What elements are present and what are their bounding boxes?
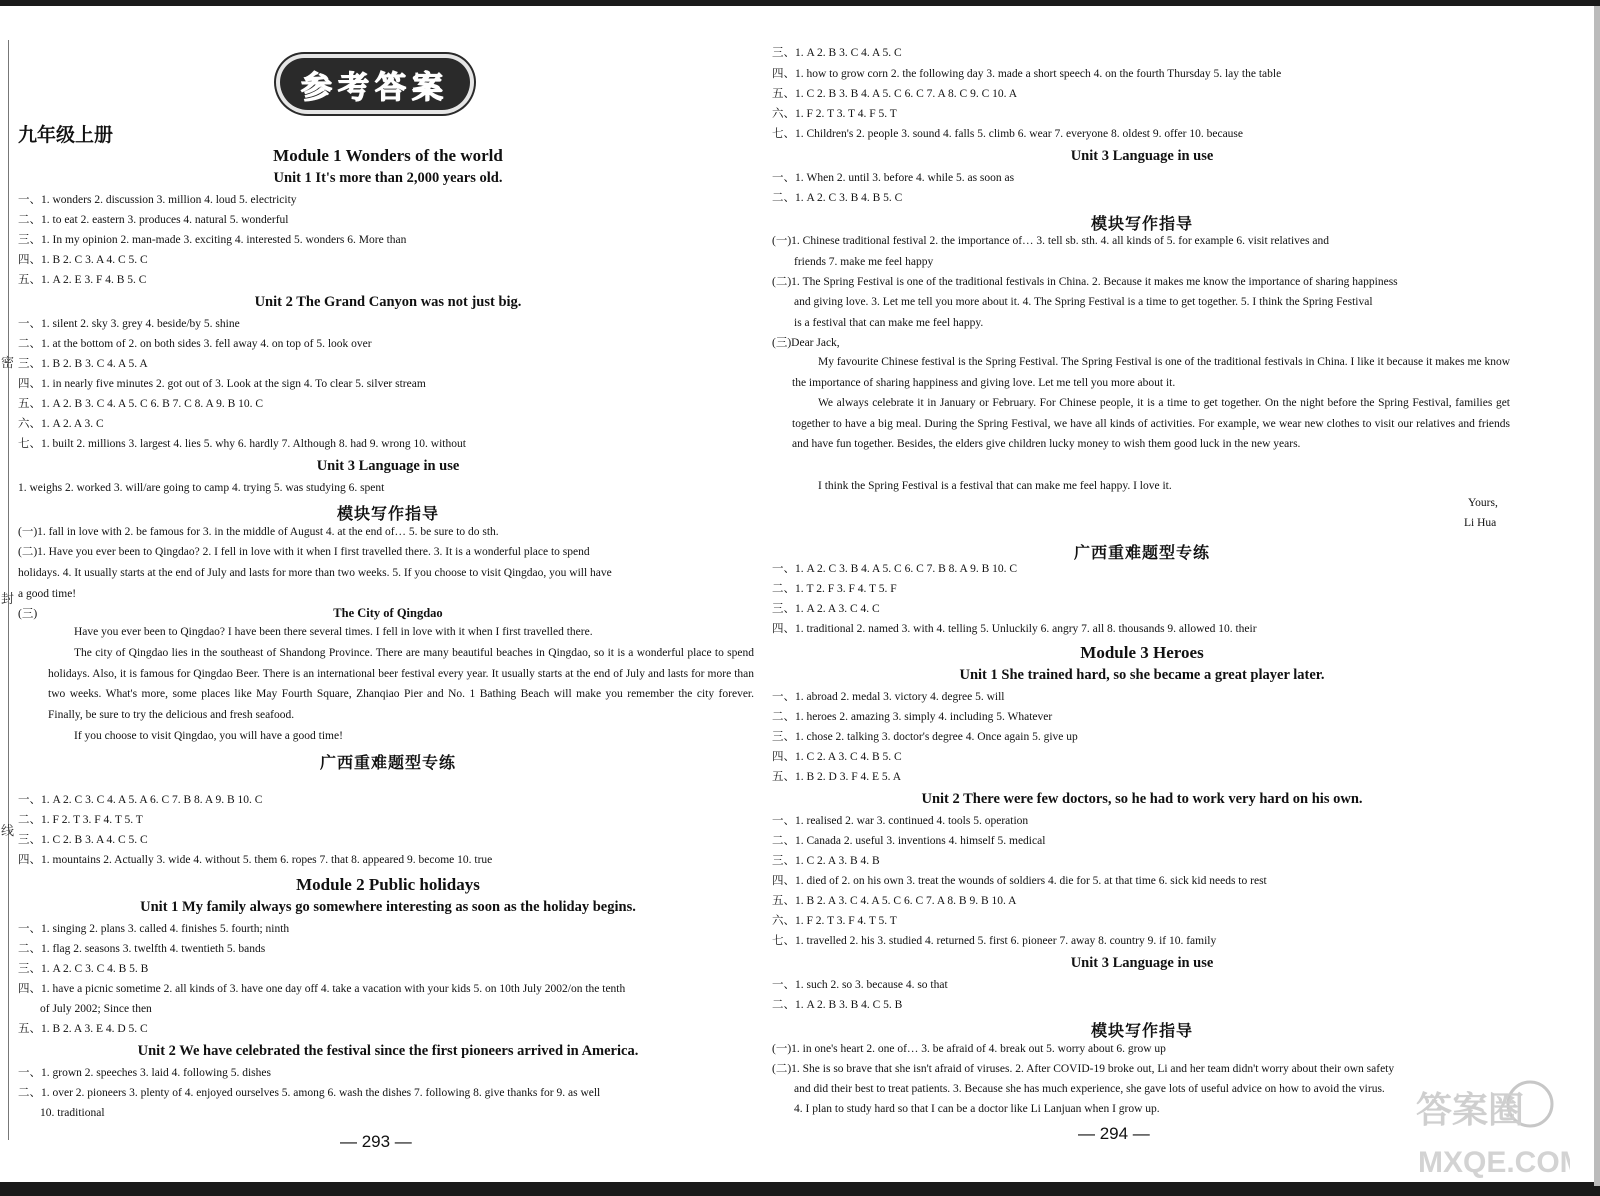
answer-line: 四、1. mountains 2. Actually 3. wide 4. without 5. them 6. ropes 7. that 8. appeared 9. become 10. true bbox=[18, 854, 493, 866]
bottom-border bbox=[0, 1182, 1600, 1196]
answer-line: and did their best to treat patients. 3. Because she has much experience, she gave lots of useful advice on how to avoid the virus. bbox=[794, 1083, 1385, 1095]
answer-line: 五、1. C 2. B 3. B 4. A 5. C 6. C 7. A 8. C 9. C 10. A bbox=[772, 88, 1018, 100]
answer-line: 二、1. A 2. C 3. B 4. B 5. C bbox=[772, 192, 903, 204]
essay-paragraph: Have you ever been to Qingdao? I have been there several times. I fell in love with it when I first travelled there. bbox=[74, 626, 593, 638]
answer-line: 二、1. F 2. T 3. F 4. T 5. T bbox=[18, 814, 143, 826]
page-number: — 294 — bbox=[1078, 1124, 1150, 1143]
answer-line: (二)1. The Spring Festival is one of the traditional festivals in China. 2. Because it makes me know the importance of sharing happiness bbox=[772, 276, 1398, 288]
answer-line: 一、1. A 2. C 3. B 4. A 5. C 6. C 7. B 8. A 9. B 10. C bbox=[772, 563, 1018, 575]
answer-line: 一、1. singing 2. plans 3. called 4. finishes 5. fourth; ninth bbox=[18, 923, 290, 935]
essay-paragraph: If you choose to visit Qingdao, you will have a good time! bbox=[74, 730, 343, 742]
answer-line: 一、1. A 2. C 3. C 4. A 5. A 6. C 7. B 8. A 9. B 10. C bbox=[18, 794, 263, 806]
answer-line: 二、1. Canada 2. useful 3. inventions 4. himself 5. medical bbox=[772, 835, 1046, 847]
m2u1-title: Unit 1 My family always go somewhere interesting as soon as the holiday begins. bbox=[140, 899, 636, 915]
answer-line: 五、1. B 2. A 3. C 4. A 5. C 6. C 7. A 8. B 9. B 10. A bbox=[772, 895, 1017, 907]
answer-line: 二、1. flag 2. seasons 3. twelfth 4. twentieth 5. bands bbox=[18, 943, 266, 955]
m1u3-title: Unit 3 Language in use bbox=[316, 458, 460, 474]
answer-line: 四、1. died of 2. on his own 3. treat the wounds of soldiers 4. die for 5. at that time 6. sick kid needs to rest bbox=[772, 875, 1267, 887]
answer-line: 4. I plan to study hard so that I can be a doctor like Li Lanjuan when I grow up. bbox=[794, 1103, 1160, 1115]
answer-line: 一、1. wonders 2. discussion 3. million 4. loud 5. electricity bbox=[18, 194, 297, 206]
spine-mark: 密 bbox=[1, 355, 15, 370]
answer-line: 六、1. A 2. A 3. C bbox=[18, 418, 104, 430]
essay-title: The City of Qingdao bbox=[333, 606, 443, 620]
answer-line: (一)1. Chinese traditional festival 2. the importance of… 3. tell sb. sth. 4. all kinds of 5. for example 6. visit relatives and bbox=[772, 235, 1329, 247]
answer-line: 四、1. traditional 2. named 3. with 4. telling 5. Unluckily 6. angry 7. all 8. thousands 9. allowed 10. their bbox=[772, 623, 1257, 635]
module3-title: Module 3 Heroes bbox=[1080, 643, 1204, 662]
grade-heading: 九年级上册 bbox=[18, 124, 114, 146]
answer-line: 六、1. F 2. T 3. T 4. F 5. T bbox=[772, 108, 897, 120]
answer-line: 三、1. B 2. B 3. C 4. A 5. A bbox=[18, 358, 148, 370]
module1-title: Module 1 Wonders of the world bbox=[273, 146, 503, 165]
essay-label: (三) bbox=[18, 608, 38, 620]
answer-line: 三、1. A 2. C 3. C 4. B 5. B bbox=[18, 963, 149, 975]
answer-line: 三、1. C 2. A 3. B 4. B bbox=[772, 855, 880, 867]
watermark-graphic bbox=[1410, 1074, 1570, 1186]
guangxi-practice-title: 广西重难题型专练 bbox=[319, 753, 456, 772]
watermark-text: 答案圈 bbox=[1416, 1090, 1525, 1131]
answer-line: (二)1. Have you ever been to Qingdao? 2. I fell in love with it when I first travelled there. 3. It is a wonderful place to spend bbox=[18, 546, 590, 558]
answer-key-title-badge bbox=[280, 58, 470, 110]
answer-line: 二、1. T 2. F 3. F 4. T 5. F bbox=[772, 583, 897, 595]
answer-line: and giving love. 3. Let me tell you more about it. 4. The Spring Festival is a time to get together. 5. I think the Spring Festival bbox=[794, 296, 1373, 308]
answer-line: 五、1. B 2. D 3. F 4. E 5. A bbox=[772, 771, 902, 783]
letter-paragraph: I think the Spring Festival is a festival that can make me feel happy. I love it. bbox=[818, 480, 1172, 492]
m3u3-title: Unit 3 Language in use bbox=[1070, 955, 1214, 971]
answer-line: friends 7. make me feel happy bbox=[794, 256, 934, 268]
guangxi-practice-title: 广西重难题型专练 bbox=[1073, 543, 1210, 562]
answer-line: 一、1. abroad 2. medal 3. victory 4. degree 5. will bbox=[772, 691, 1005, 703]
spine-mark: 封 bbox=[1, 591, 15, 606]
answer-line: 五、1. A 2. B 3. C 4. A 5. C 6. B 7. C 8. A 9. B 10. C bbox=[18, 398, 264, 410]
answer-line: 二、1. heroes 2. amazing 3. simply 4. including 5. Whatever bbox=[772, 711, 1053, 723]
essay-paragraph: The city of Qingdao lies in the southeast of Shandong Province. There are many beautiful beaches in Qingdao, so it is a wonderful place to spend holidays. Also, it is famous for Qingdao Beer. There is an international beer festival every year. It usually starts at the end of July and lasts for more than two weeks. What's more, some places like May Fourth Square, Zhanqiao Pier and No. 1 Bathing Beach will make you remember the city forever. Finally, be sure to try the delicious and fresh seafood. bbox=[48, 647, 754, 721]
writing-guide-title: 模块写作指导 bbox=[336, 504, 439, 523]
letter-signature: Li Hua bbox=[1464, 517, 1497, 529]
watermark-logo bbox=[1410, 1074, 1570, 1186]
answer-line: 一、1. grown 2. speeches 3. laid 4. following 5. dishes bbox=[18, 1067, 271, 1079]
answer-line: 1. weighs 2. worked 3. will/are going to camp 4. trying 5. was studying 6. spent bbox=[18, 482, 385, 494]
answer-line: (一)1. in one's heart 2. one of… 3. be afraid of 4. break out 5. worry about 6. grow up bbox=[772, 1043, 1166, 1055]
m2u2-title: Unit 2 We have celebrated the festival since the first pioneers arrived in America. bbox=[137, 1043, 639, 1059]
m3u2-title: Unit 2 There were few doctors, so he had to work very hard on his own. bbox=[921, 791, 1363, 807]
answer-line: 三、1. C 2. B 3. A 4. C 5. C bbox=[18, 834, 148, 846]
spine-mark: 线 bbox=[1, 823, 15, 838]
answer-line: 四、1. how to grow corn 2. the following day 3. made a short speech 4. on the fourth Thursday 5. lay the table bbox=[772, 68, 1282, 80]
answer-line: 二、1. A 2. B 3. B 4. C 5. B bbox=[772, 999, 903, 1011]
writing-guide-title: 模块写作指导 bbox=[1090, 1021, 1193, 1040]
watermark-url: MXQE.COM bbox=[1418, 1146, 1570, 1179]
answer-line: 10. traditional bbox=[40, 1107, 105, 1119]
answer-line: 二、1. over 2. pioneers 3. plenty of 4. enjoyed ourselves 5. among 6. wash the dishes 7. following 8. give thanks for 9. as well bbox=[18, 1087, 601, 1099]
letter-sign-off: Yours, bbox=[1468, 497, 1498, 509]
answer-line: 四、1. C 2. A 3. C 4. B 5. C bbox=[772, 751, 902, 763]
answer-line: 三、1. A 2. A 3. C 4. C bbox=[772, 603, 880, 615]
m3u1-title: Unit 1 She trained hard, so she became a great player later. bbox=[959, 667, 1325, 683]
answer-line: is a festival that can make me feel happy. bbox=[794, 317, 984, 329]
answer-line: 三、1. In my opinion 2. man-made 3. exciting 4. interested 5. wonders 6. More than bbox=[18, 234, 407, 246]
answer-line: 一、1. such 2. so 3. because 4. so that bbox=[772, 979, 948, 991]
m1u2-title: Unit 2 The Grand Canyon was not just big. bbox=[254, 294, 522, 310]
m1u1-title: Unit 1 It's more than 2,000 years old. bbox=[273, 170, 503, 186]
answer-line: 四、1. in nearly five minutes 2. got out of 3. Look at the sign 4. To clear 5. silver stream bbox=[18, 378, 426, 390]
answer-line: 四、1. B 2. C 3. A 4. C 5. C bbox=[18, 254, 148, 266]
top-border bbox=[0, 0, 1600, 6]
page-number: — 293 — bbox=[340, 1132, 412, 1151]
answer-line: 一、1. realised 2. war 3. continued 4. tools 5. operation bbox=[772, 815, 1029, 827]
answer-line: holidays. 4. It usually starts at the end of July and lasts for more than two weeks. 5. If you choose to visit Qingdao, you will have bbox=[18, 567, 612, 579]
letter-paragraph: We always celebrate it in January or February. For Chinese people, it is a time to get together. On the night before the Spring Festival, families get together to have a big meal. During the Spring Festival, we have all kinds of activities. For example, we wear new clothes to visit our relatives and friends and have fun together. Besides, the elders give children lucky money to wish them good luck in the new years. bbox=[792, 397, 1510, 450]
answer-line: 六、1. F 2. T 3. F 4. T 5. T bbox=[772, 915, 897, 927]
answer-line: 七、1. travelled 2. his 3. studied 4. returned 5. first 6. pioneer 7. away 8. country 9. if 10. family bbox=[772, 935, 1217, 947]
answer-line: (二)1. She is so brave that she isn't afraid of viruses. 2. After COVID-19 broke out, Li and her team didn't worry about their own safety bbox=[772, 1063, 1395, 1075]
answer-line: 七、1. built 2. millions 3. largest 4. lies 5. why 6. hardly 7. Although 8. had 9. wrong 10. without bbox=[18, 438, 466, 450]
answer-line: 三、1. A 2. B 3. C 4. A 5. C bbox=[772, 47, 902, 59]
writing-guide-title: 模块写作指导 bbox=[1090, 214, 1193, 233]
answer-line: 一、1. When 2. until 3. before 4. while 5. as soon as bbox=[772, 172, 1015, 184]
page-edge bbox=[1594, 6, 1600, 1186]
answer-line: (一)1. fall in love with 2. be famous for 3. in the middle of August 4. at the end of… 5. be sure to do sth. bbox=[18, 526, 499, 538]
page-title: 参考答案 bbox=[301, 69, 449, 106]
answer-line: 三、1. chose 2. talking 3. doctor's degree 4. Once again 5. give up bbox=[772, 731, 1078, 743]
answer-line: 七、1. Children's 2. people 3. sound 4. falls 5. climb 6. wear 7. everyone 8. oldest 9. offer 10. because bbox=[772, 128, 1244, 140]
answer-line: 二、1. to eat 2. eastern 3. produces 4. natural 5. wonderful bbox=[18, 214, 289, 226]
answer-line: 一、1. silent 2. sky 3. grey 4. beside/by 5. shine bbox=[18, 318, 240, 330]
m2u3-title: Unit 3 Language in use bbox=[1070, 148, 1214, 164]
letter-salutation: (三)Dear Jack, bbox=[772, 337, 840, 349]
answer-line: of July 2002; Since then bbox=[40, 1003, 152, 1015]
binding-line bbox=[1, 40, 15, 1140]
answer-line: 二、1. at the bottom of 2. on both sides 3. fell away 4. on top of 5. look over bbox=[18, 338, 372, 350]
module2-title: Module 2 Public holidays bbox=[296, 875, 480, 894]
answer-line: 四、1. have a picnic sometime 2. all kinds of 3. have one day off 4. take a vacation with your kids 5. on 10th July 2002/on the tenth bbox=[18, 983, 626, 995]
answer-line: a good time! bbox=[18, 588, 77, 600]
answer-line: 五、1. A 2. E 3. F 4. B 5. C bbox=[18, 274, 147, 286]
letter-paragraph: My favourite Chinese festival is the Spring Festival. The Spring Festival is one of the traditional festivals in China. I like it because it makes me know the importance of sharing happiness and giving love. Let me tell you more about it. bbox=[792, 356, 1510, 389]
answer-line: 五、1. B 2. A 3. E 4. D 5. C bbox=[18, 1023, 148, 1035]
